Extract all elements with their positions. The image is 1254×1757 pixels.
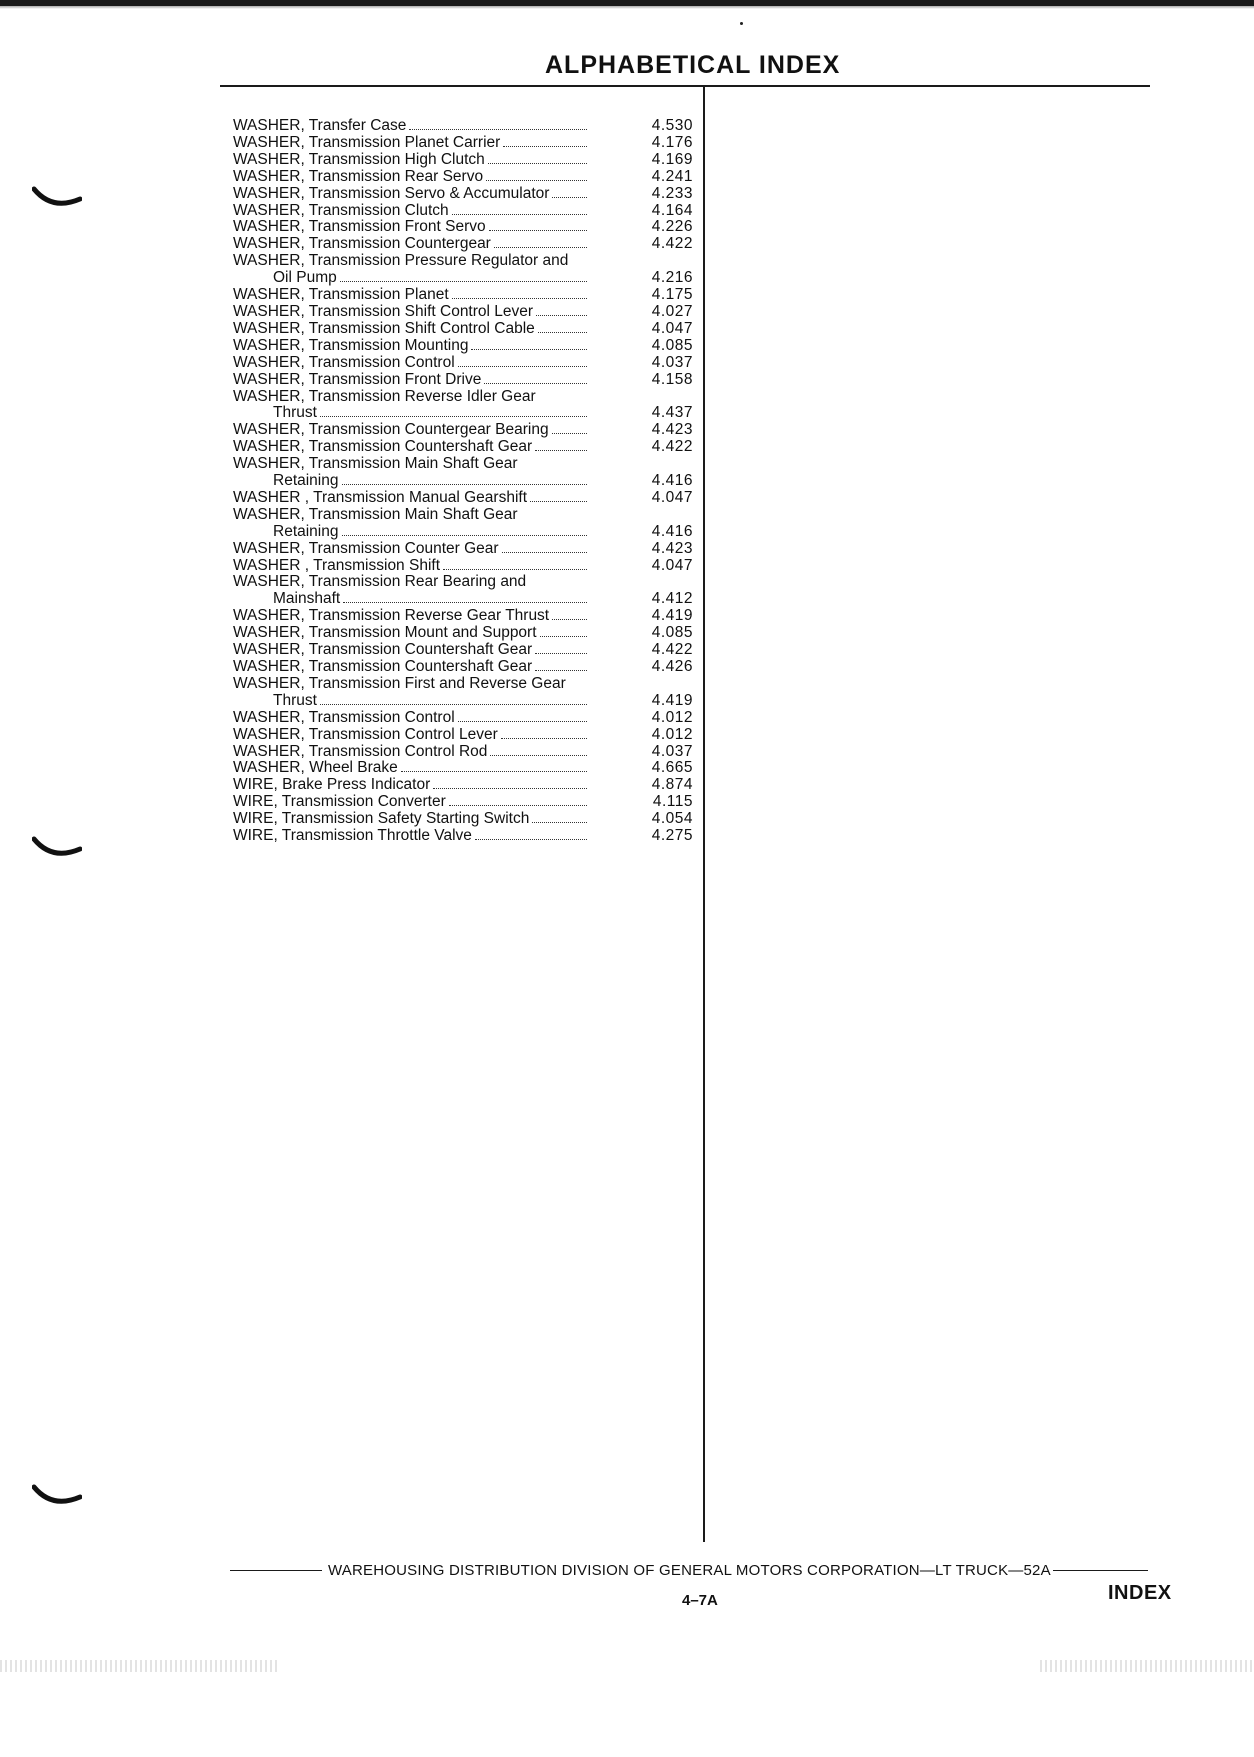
index-entry-page: 4.423 <box>651 539 693 557</box>
index-entry-page: 4.423 <box>651 421 693 439</box>
dot-leader <box>340 281 587 282</box>
dot-leader <box>552 197 587 198</box>
index-entry-label: WASHER, Transmission First and Reverse Gear <box>233 674 566 692</box>
dot-leader <box>342 535 588 536</box>
index-entry-label: Mainshaft <box>273 590 341 608</box>
index-entry-page: 4.422 <box>651 438 693 456</box>
index-entry-page: 4.416 <box>651 522 693 540</box>
index-entry-continuation <box>233 693 693 710</box>
index-entry <box>233 642 693 659</box>
dot-leader <box>532 822 587 823</box>
index-entry-line <box>233 372 693 389</box>
dot-leader <box>530 501 587 502</box>
index-entry <box>233 744 693 761</box>
footer-publisher-text: WAREHOUSING DISTRIBUTION DIVISION OF GENERAL MOTORS CORPORATION—LT TRUCK—52A <box>328 1562 1051 1579</box>
index-entry <box>233 253 693 287</box>
index-entry <box>233 219 693 236</box>
index-entry-line <box>233 169 693 186</box>
dot-leader <box>475 839 587 840</box>
index-entry <box>233 676 693 710</box>
index-entry-label: WASHER, Transmission High Clutch <box>233 150 485 168</box>
dot-leader <box>452 214 587 215</box>
page-title: ALPHABETICAL INDEX <box>545 51 841 79</box>
dot-leader <box>409 129 587 130</box>
scan-speck <box>740 22 743 25</box>
index-entry-label: WASHER, Transmission Countershaft Gear <box>233 658 533 675</box>
index-entry-page: 4.037 <box>651 742 693 760</box>
index-entry-page: 4.233 <box>651 184 693 202</box>
index-entry-page: 4.169 <box>651 150 693 168</box>
index-entry <box>233 456 693 490</box>
index-entry-label: WASHER, Transmission Main Shaft Gear <box>233 505 518 523</box>
dot-leader <box>501 738 587 739</box>
footer-rule-left <box>230 1570 322 1571</box>
dot-leader <box>502 552 587 553</box>
index-entry-label: WASHER, Transmission Main Shaft Gear <box>233 455 518 473</box>
index-entry <box>233 355 693 372</box>
index-entry-page: 4.874 <box>651 776 693 794</box>
index-entry-line <box>233 676 693 693</box>
index-entry-label: WASHER, Transmission Clutch <box>233 201 449 219</box>
index-entry-label: WASHER, Transmission Rear Servo <box>233 167 484 185</box>
index-entry-line <box>233 710 693 727</box>
index-entry <box>233 422 693 439</box>
dot-leader <box>433 788 587 789</box>
index-entry-page: 4.275 <box>651 827 693 845</box>
index-entry-line <box>233 558 693 575</box>
index-entry-line <box>233 135 693 152</box>
dot-leader <box>490 755 587 756</box>
index-entry-label: Retaining <box>273 472 339 490</box>
index-entry <box>233 659 693 676</box>
dot-leader <box>503 146 587 147</box>
index-entry-line <box>233 727 693 744</box>
index-entry-line <box>233 541 693 558</box>
index-entry-label: WASHER, Transmission Mounting <box>233 336 469 354</box>
index-entry-page: 4.176 <box>651 133 693 151</box>
index-entry-line <box>233 389 693 406</box>
index-entry <box>233 710 693 727</box>
index-entry-label: WASHER, Transmission Shift Control Lever <box>233 302 534 320</box>
index-entry-label: WASHER , Transmission Shift <box>233 556 441 574</box>
index-entry <box>233 828 693 845</box>
dot-leader <box>540 636 587 637</box>
index-entry-label: WASHER, Wheel Brake <box>233 759 398 777</box>
index-entry-line <box>233 777 693 794</box>
footer-rule-right <box>1053 1570 1148 1571</box>
index-entry-line <box>233 304 693 321</box>
index-entry <box>233 287 693 304</box>
dot-leader <box>535 450 587 451</box>
index-entry-line <box>233 203 693 220</box>
index-entry-page: 4.419 <box>651 607 693 625</box>
index-entry-page: 4.226 <box>651 218 693 236</box>
index-entry <box>233 152 693 169</box>
index-entry <box>233 625 693 642</box>
dot-leader <box>552 619 587 620</box>
index-entry-label: WASHER, Transmission Countergear Bearing <box>233 421 549 439</box>
index-entry-line <box>233 355 693 372</box>
index-entry-label: WASHER, Transfer Case <box>233 117 407 134</box>
index-entry-line <box>233 219 693 236</box>
index-entry-page: 4.422 <box>651 235 693 253</box>
index-entry <box>233 574 693 608</box>
index-entry-page: 4.047 <box>651 556 693 574</box>
index-entry-line <box>233 507 693 524</box>
dot-leader <box>488 163 587 164</box>
index-entry <box>233 727 693 744</box>
index-entry-page: 4.412 <box>651 590 693 608</box>
title-rule <box>220 85 1150 87</box>
index-entry-page: 4.037 <box>651 353 693 371</box>
index-entry-page: 4.175 <box>651 286 693 304</box>
index-entry-label: WASHER, Transmission Control Rod <box>233 742 488 760</box>
index-entry-label: WIRE, Transmission Throttle Valve <box>233 827 472 845</box>
index-entry-page: 4.012 <box>651 725 693 743</box>
index-entry-line <box>233 608 693 625</box>
dot-leader <box>320 416 587 417</box>
index-entry <box>233 338 693 355</box>
dot-leader <box>443 569 587 570</box>
dot-leader <box>486 180 587 181</box>
dot-leader <box>535 653 587 654</box>
index-entry-line <box>233 422 693 439</box>
index-entry-page: 4.665 <box>651 759 693 777</box>
index-entry-label: WASHER, Transmission Rear Bearing and <box>233 573 527 591</box>
binding-hole-top <box>32 185 82 215</box>
index-entry-label: WASHER, Transmission Planet Carrier <box>233 133 501 151</box>
index-entry-label: WASHER, Transmission Planet <box>233 286 449 304</box>
column-divider <box>703 87 705 1542</box>
index-entry-label: WASHER, Transmission Countershaft Gear <box>233 641 533 659</box>
index-entry <box>233 372 693 389</box>
index-entry-page: 4.426 <box>651 658 693 675</box>
index-entry-page: 4.054 <box>651 810 693 828</box>
dot-leader <box>343 602 587 603</box>
index-entry-line <box>233 760 693 777</box>
index-entry <box>233 236 693 253</box>
index-entry-page: 4.115 <box>652 793 693 811</box>
index-entry-label: WASHER, Transmission Shift Control Cable <box>233 319 535 337</box>
scan-smudge-right <box>1040 1660 1254 1672</box>
index-entry-label: WASHER, Transmission Mount and Support <box>233 624 537 642</box>
index-entry <box>233 794 693 811</box>
dot-leader <box>449 805 587 806</box>
index-entry <box>233 541 693 558</box>
dot-leader <box>401 771 587 772</box>
index-entry-line <box>233 490 693 507</box>
index-entry-label: WASHER, Transmission Reverse Idler Gear <box>233 387 536 405</box>
binding-hole-middle <box>32 835 82 865</box>
index-entry-continuation <box>233 270 693 287</box>
dot-leader <box>452 298 587 299</box>
index-entry-page: 4.241 <box>651 167 693 185</box>
index-entry-label: Oil Pump <box>273 269 337 287</box>
index-entry-label: WASHER, Transmission Countershaft Gear <box>233 438 533 456</box>
index-entry <box>233 203 693 220</box>
dot-leader <box>489 230 587 231</box>
index-entry-page: 4.085 <box>651 624 693 642</box>
dot-leader <box>535 670 587 671</box>
index-entry-line <box>233 642 693 659</box>
dot-leader <box>471 349 587 350</box>
index-entry-continuation <box>233 524 693 541</box>
index-entry-label: Retaining <box>273 522 339 540</box>
index-entry-label: WIRE, Transmission Safety Starting Switch <box>233 810 530 828</box>
index-entry <box>233 507 693 541</box>
index-entry-line <box>233 321 693 338</box>
dot-leader <box>552 433 587 434</box>
index-entry-line <box>233 236 693 253</box>
index-entry <box>233 389 693 423</box>
index-entry-line <box>233 828 693 845</box>
dot-leader <box>484 383 587 384</box>
index-entry <box>233 169 693 186</box>
dot-leader <box>342 484 588 485</box>
index-entry <box>233 558 693 575</box>
index-entry-page: 4.437 <box>651 404 693 422</box>
index-entry-label: WASHER, Transmission Front Servo <box>233 218 486 236</box>
index-entry-line <box>233 456 693 473</box>
index-entry-label: WASHER, Transmission Pressure Regulator and <box>233 252 569 270</box>
index-entry-page: 4.027 <box>651 302 693 320</box>
page-top-edge-shadow <box>0 6 1254 9</box>
binding-hole-bottom <box>32 1483 82 1513</box>
index-entry-line <box>233 439 693 456</box>
index-entry <box>233 439 693 456</box>
index-entry-label: WASHER, Transmission Counter Gear <box>233 539 499 557</box>
index-entry <box>233 811 693 828</box>
index-entry-label: WASHER, Transmission Reverse Gear Thrust <box>233 607 550 625</box>
index-entry <box>233 118 693 135</box>
index-entry-label: WASHER, Transmission Control <box>233 708 455 726</box>
page-number: 4–7A <box>682 1592 718 1609</box>
index-entry-label: WASHER, Transmission Control <box>233 353 455 371</box>
index-entry-line <box>233 625 693 642</box>
dot-leader <box>458 721 587 722</box>
index-entry-line <box>233 118 693 135</box>
index-entry <box>233 777 693 794</box>
index-entry-label: WASHER , Transmission Manual Gearshift <box>233 488 528 506</box>
index-entry-line <box>233 186 693 203</box>
index-entry-line <box>233 287 693 304</box>
index-entry-page: 4.012 <box>651 708 693 726</box>
dot-leader <box>494 247 587 248</box>
index-entry-page: 4.158 <box>651 370 693 388</box>
index-entry-line <box>233 152 693 169</box>
index-entry-line <box>233 253 693 270</box>
index-entry <box>233 304 693 321</box>
index-entry-label: WIRE, Transmission Converter <box>233 793 446 811</box>
index-entry-page: 4.419 <box>651 691 693 709</box>
index-entry-page: 4.047 <box>651 488 693 506</box>
index-entry-label: WIRE, Brake Press Indicator <box>233 776 431 794</box>
dot-leader <box>538 332 587 333</box>
index-entry-page: 4.085 <box>651 336 693 354</box>
index-entry-list <box>233 118 693 845</box>
index-entry-page: 4.422 <box>651 641 693 659</box>
footer-publisher-line <box>230 1562 1170 1579</box>
index-entry-line <box>233 811 693 828</box>
index-entry-label: WASHER, Transmission Control Lever <box>233 725 498 743</box>
index-entry <box>233 608 693 625</box>
index-entry-continuation <box>233 405 693 422</box>
index-entry <box>233 490 693 507</box>
index-entry-label: WASHER, Transmission Countergear <box>233 235 491 253</box>
index-entry-page: 4.530 <box>651 117 693 134</box>
dot-leader <box>458 366 587 367</box>
index-entry-label: Thrust <box>273 404 317 422</box>
index-entry <box>233 760 693 777</box>
index-entry-page: 4.047 <box>651 319 693 337</box>
index-entry-label: Thrust <box>273 691 317 709</box>
scan-smudge-left <box>0 1660 280 1672</box>
index-entry-page: 4.416 <box>651 472 693 490</box>
index-entry-label: WASHER, Transmission Front Drive <box>233 370 482 388</box>
index-entry <box>233 186 693 203</box>
dot-leader <box>320 704 587 705</box>
index-entry-continuation <box>233 591 693 608</box>
section-tag: INDEX <box>1108 1582 1172 1604</box>
index-entry-line <box>233 338 693 355</box>
index-entry-line <box>233 659 693 676</box>
index-entry-line <box>233 574 693 591</box>
index-entry-label: WASHER, Transmission Servo & Accumulator <box>233 184 550 202</box>
index-entry-page: 4.164 <box>651 201 693 219</box>
index-entry-continuation <box>233 473 693 490</box>
index-entry <box>233 321 693 338</box>
index-entry <box>233 135 693 152</box>
dot-leader <box>536 315 587 316</box>
index-entry-line <box>233 794 693 811</box>
index-entry-page: 4.216 <box>651 269 693 287</box>
index-entry-line <box>233 744 693 761</box>
